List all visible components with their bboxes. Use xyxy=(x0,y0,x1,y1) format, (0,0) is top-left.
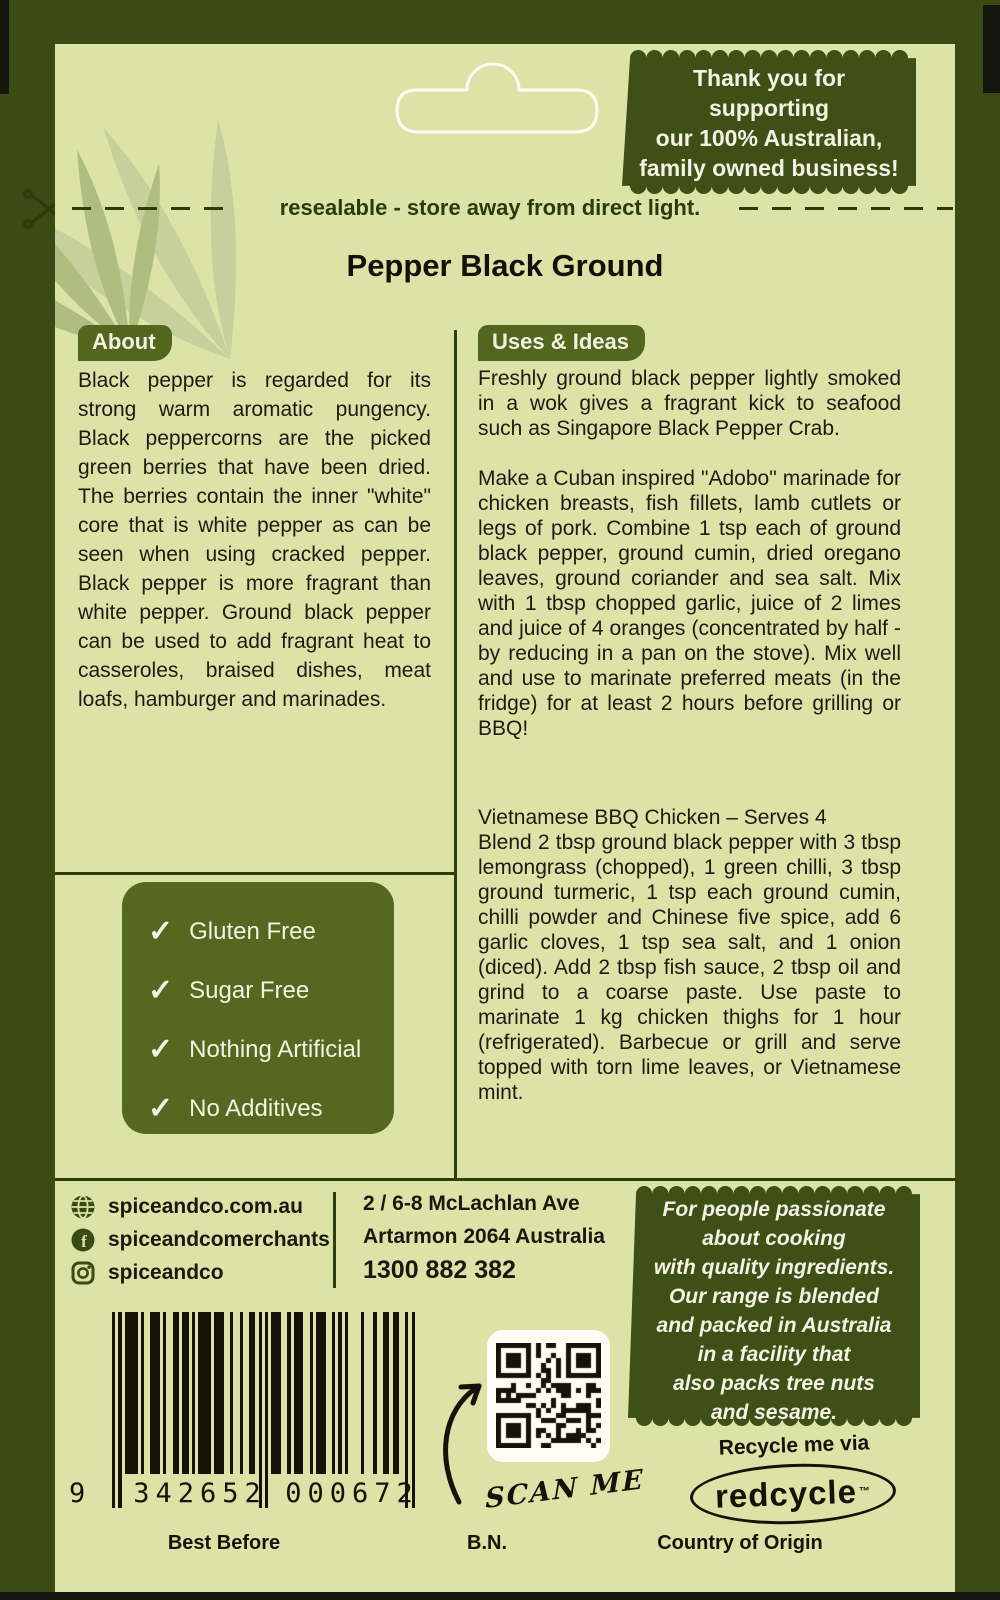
website-row xyxy=(70,1190,330,1223)
contact-block xyxy=(70,1190,330,1289)
globe-icon xyxy=(70,1194,96,1220)
product-title: Pepper Black Ground xyxy=(346,248,664,283)
redcycle-logo xyxy=(689,1460,897,1527)
uses-paragraph-1: Freshly ground black pepper lightly smoked in a wok gives a fragrant kick to seafood such as Singapore Black Pepper Crab. xyxy=(478,367,901,440)
hang-slot xyxy=(395,60,599,136)
checklist-item xyxy=(122,1079,394,1138)
scan-me-label: SCAN ME xyxy=(485,1464,645,1515)
reseal-note: resealable - store away from direct light. xyxy=(279,195,701,220)
thanks-badge-line: supporting xyxy=(708,95,830,121)
barcode-lead-digit: 9 xyxy=(69,1478,86,1509)
barcode-group-2: 000672 xyxy=(285,1478,419,1509)
uses-ideas-tab: Uses & Ideas xyxy=(478,325,645,361)
photo-edge-top-left xyxy=(0,0,9,94)
promo-line: in a facility that xyxy=(697,1343,851,1366)
facebook-label: spiceandcomerchants xyxy=(108,1227,330,1251)
qr-code xyxy=(496,1343,601,1448)
thanks-badge xyxy=(622,50,916,194)
promo-line: Our range is blended xyxy=(668,1285,880,1308)
photo-edge-bottom xyxy=(0,1592,1000,1600)
promo-badge xyxy=(628,1186,920,1426)
label-best-before: Best Before xyxy=(167,1532,281,1554)
thanks-badge-line: family owned business! xyxy=(639,155,899,181)
qr-code-box xyxy=(487,1330,610,1462)
cut-line-right xyxy=(739,207,953,210)
recycle-caption: Recycle me via xyxy=(718,1431,870,1460)
checklist-item-label: Nothing Artificial xyxy=(189,1035,362,1063)
check-icon: ✓ xyxy=(148,915,174,948)
thanks-badge-line: our 100% Australian, xyxy=(655,125,883,151)
promo-line: For people passionate xyxy=(662,1198,886,1221)
about-text: Black pepper is regarded for its strong warm aromatic pungency. Black peppercorns are the picked green berries that have been dried. The berries contain the inner "white" core that is white pepper as can be seen when using cracked pepper. Black pepper is more fragrant than white pepper. Ground black pepper can be used to add fragrant heat to casseroles, braised dishes, meat loafs, hamburger and marinades. xyxy=(78,369,431,711)
about-tab: About xyxy=(78,325,172,361)
check-icon: ✓ xyxy=(148,1033,174,1066)
promo-line: with quality ingredients. xyxy=(653,1256,895,1279)
checklist-item xyxy=(122,902,394,961)
promo-line: and packed in Australia xyxy=(656,1314,892,1337)
facebook-icon xyxy=(70,1227,96,1253)
address-line-2: Artarmon 2064 Australia xyxy=(363,1225,605,1248)
footer-divider xyxy=(55,1178,955,1181)
label-country-of-origin: Country of Origin xyxy=(657,1532,823,1554)
photo-edge-top-right xyxy=(983,5,1000,93)
checklist-item-label: Gluten Free xyxy=(189,917,316,945)
redcycle-brand: redcycle xyxy=(714,1472,858,1515)
dietary-checklist xyxy=(122,882,394,1134)
checklist-item-label: Sugar Free xyxy=(189,976,310,1004)
phone-number: 1300 882 382 xyxy=(363,1256,516,1284)
barcode-group-1: 342652 xyxy=(133,1478,267,1509)
thanks-badge-line: Thank you for xyxy=(692,65,846,91)
uses-paragraph-2: Make a Cuban inspired "Adobo" marinade for chicken breasts, fish fillets, lamb cutlets or legs of pork. Combine 1 tsp each of ground black pepper, ground cumin, dried oregano leaves, ground coriander and sea salt. Mix with 1 tbsp chopped garlic, juice of 2 limes and juice of 4 oranges (concentrated by half - by reducing in a pan on the stove). Mix well and use to marinate preferred meats (in the fridge) for at least 2 hours before grilling or BBQ! xyxy=(478,467,901,740)
address-line-1: 2 / 6-8 McLachlan Ave xyxy=(363,1192,580,1215)
promo-line: about cooking xyxy=(702,1227,846,1250)
uses-paragraph-3: Blend 2 tbsp ground black pepper with 3 tbsp lemongrass (chopped), 1 green chilli, 3 tbsp ground turmeric, 1 tsp each ground cumin, chilli powder and Chinese five spice, add 6 garlic cloves, 1 tsp sea salt, and 1 onion (diced). Add 2 tbsp fish sauce, 2 tbsp oil and grind to a coarse paste. Use paste to marinate 1 kg chicken thighs for 1 hour (refrigerated). Barbecue or grill and serve topped with torn lime leaves, or Vietnamese mint. xyxy=(478,831,901,1104)
label-panel xyxy=(55,44,955,1592)
checklist-item-label: No Additives xyxy=(189,1094,323,1122)
instagram-label: spiceandco xyxy=(108,1260,224,1284)
tear-line xyxy=(55,872,454,875)
instagram-icon xyxy=(70,1260,96,1286)
footer-column-divider xyxy=(333,1192,336,1288)
checklist-item xyxy=(122,961,394,1020)
uses-recipe-heading: Vietnamese BBQ Chicken – Serves 4 xyxy=(478,806,827,829)
label-batch-number: B.N. xyxy=(467,1532,507,1554)
promo-line: and sesame. xyxy=(710,1401,838,1424)
facebook-row xyxy=(70,1223,330,1256)
checklist-item xyxy=(122,1020,394,1079)
uses-column xyxy=(478,366,901,1105)
instagram-row xyxy=(70,1256,330,1289)
check-icon: ✓ xyxy=(148,1092,174,1125)
check-icon: ✓ xyxy=(148,974,174,1007)
promo-line: also packs tree nuts xyxy=(673,1372,875,1395)
svg-text:f: f xyxy=(81,1231,87,1251)
website-label: spiceandco.com.au xyxy=(108,1194,303,1218)
cut-line-left xyxy=(72,207,232,210)
trademark-mark: ™ xyxy=(858,1485,872,1498)
column-divider xyxy=(454,330,457,1178)
